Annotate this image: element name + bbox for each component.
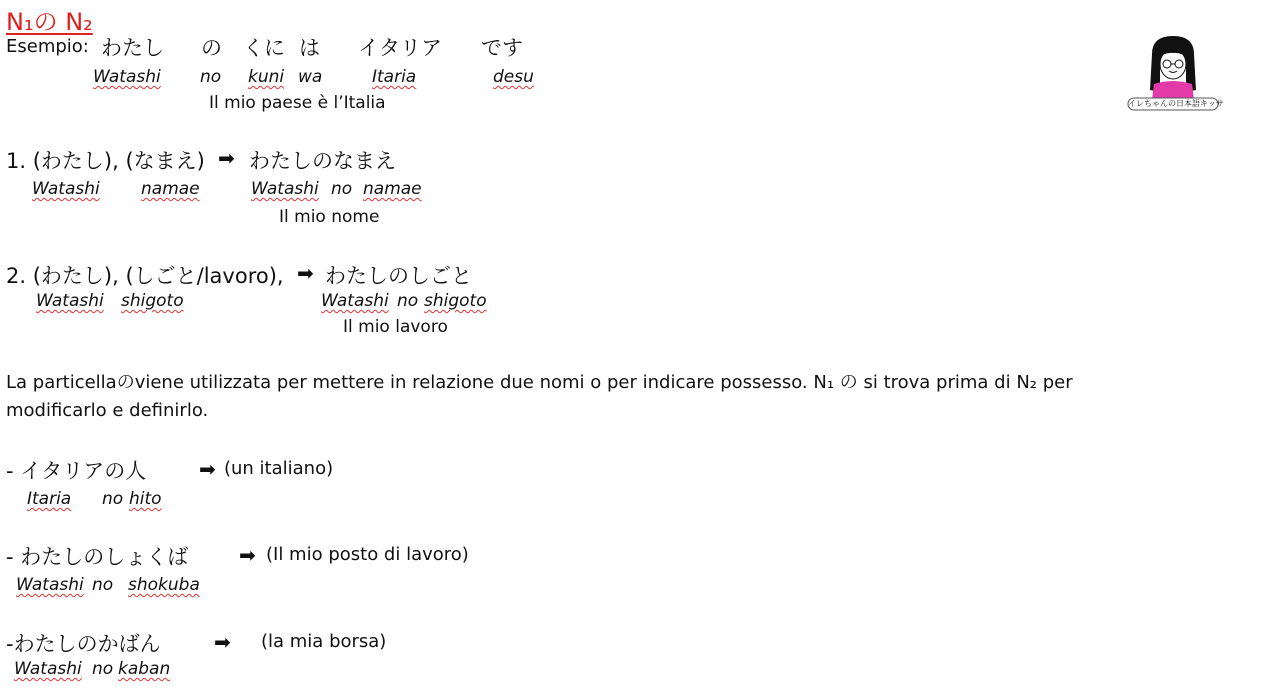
ex2-left: 2. (わたし), (しごと/lavoro), (6, 264, 284, 288)
list-item-jp: -わたしのかばん (6, 632, 161, 656)
ex1-right: わたしのなまえ (249, 149, 396, 173)
romaji-word: namae (363, 179, 422, 199)
romaji-word: no (331, 179, 353, 199)
romaji-word: no (200, 67, 222, 87)
romaji-word: wa (298, 67, 323, 87)
romaji-word: shigoto (424, 291, 487, 311)
romaji-word: namae (141, 179, 200, 199)
esempio-jp-word: イタリア (358, 36, 442, 60)
romaji-word: Watashi (32, 179, 100, 199)
explanation-line: modificarlo e definirlo. (6, 400, 209, 421)
romaji-word: Watashi (93, 67, 161, 87)
ex2-translation: Il mio lavoro (343, 317, 448, 337)
esempio-jp-word: の (201, 36, 222, 60)
list-item-meaning: (Il mio posto di lavoro) (266, 544, 469, 565)
romaji-word: shigoto (121, 291, 184, 311)
arrow-right-icon: ➡ (239, 543, 256, 567)
romaji-word: Itaria (27, 489, 72, 509)
esempio-translation: Il mio paese è l’Italia (209, 93, 386, 113)
list-item-jp: - わたしのしょくば (6, 545, 189, 569)
ex2-right: わたしのしごと (325, 264, 472, 288)
esempio-jp-word: わたし (101, 36, 164, 60)
esempio-jp-word: は (299, 36, 320, 60)
ex1-left: 1. (わたし), (なまえ) (6, 149, 205, 173)
list-item-jp: - イタリアの人 (6, 459, 147, 483)
romaji-word: Watashi (36, 291, 104, 311)
romaji-word: shokuba (128, 575, 200, 595)
explanation-line: La particellaのviene utilizzata per mettere in relazione due nomi o per indicare possesso. N₁ の si trova prima di N₂ per (6, 372, 1073, 393)
romaji-word: Watashi (251, 179, 319, 199)
romaji-word: kuni (248, 67, 285, 87)
romaji-word: no (397, 291, 419, 311)
ex1-translation: Il mio nome (279, 207, 380, 227)
list-item-meaning: (la mia borsa) (261, 631, 387, 652)
romaji-word: no (102, 489, 124, 509)
romaji-word: Watashi (14, 659, 82, 679)
esempio-jp-word: です (481, 36, 523, 60)
arrow-right-icon: ➡ (214, 630, 231, 654)
logo-caption: イレちゃんの日本語キッサ (1128, 99, 1224, 108)
esempio-label: Esempio: (6, 36, 89, 57)
esempio-jp-word: くに (243, 36, 285, 60)
romaji-word: no (92, 575, 114, 595)
romaji-word: kaban (118, 659, 171, 679)
arrow-right-icon: ➡ (297, 261, 314, 285)
arrow-right-icon: ➡ (199, 457, 216, 481)
arrow-right-icon: ➡ (218, 146, 235, 170)
romaji-word: no (92, 659, 114, 679)
list-item-meaning: (un italiano) (224, 458, 334, 479)
brand-logo (1126, 34, 1224, 114)
romaji-word: Itaria (372, 67, 417, 87)
romaji-word: Watashi (321, 291, 389, 311)
romaji-word: Watashi (16, 575, 84, 595)
page-title: N₁の N₂ (6, 8, 93, 36)
romaji-word: hito (129, 489, 162, 509)
romaji-word: desu (493, 67, 534, 87)
